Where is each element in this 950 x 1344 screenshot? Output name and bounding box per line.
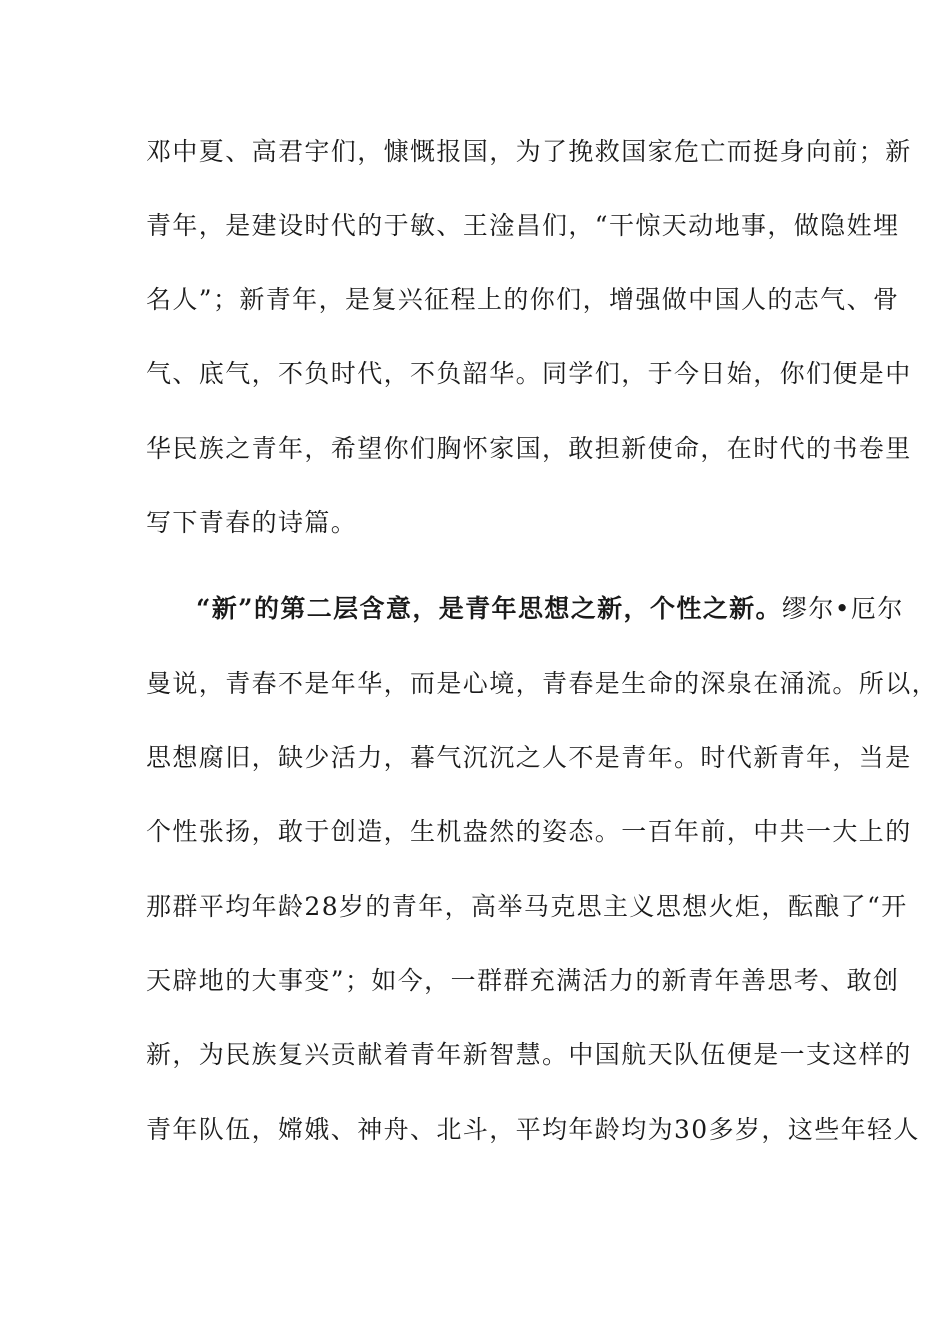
paragraph1-line-1: 邓中夏、高君宇们，慷慨报国，为了挽救国家危亡而挺身向前；新	[146, 137, 912, 166]
paragraph2-lead-sentence: “新”的第二层含意，是青年思想之新，个性之新。	[196, 594, 782, 623]
paragraph2-line-1	[196, 589, 904, 629]
paragraph2-line-7: 新，为民族复兴贡献着青年新智慧。中国航天队伍便是一支这样的	[146, 1040, 912, 1069]
paragraph1-line-4: 气、底气，不负时代，不负韶华。同学们，于今日始，你们便是中	[146, 359, 912, 388]
paragraph2-line-3: 思想腐旧，缺少活力，暮气沉沉之人不是青年。时代新青年，当是	[146, 743, 912, 772]
paragraph1-line-3: 名人”；新青年，是复兴征程上的你们，增强做中国人的志气、骨	[146, 285, 900, 314]
paragraph2-line-5: 那群平均年龄28岁的青年，高举马克思主义思想火炬，酝酿了“开	[146, 892, 908, 921]
paragraph2-line-2: 曼说，青春不是年华，而是心境，青春是生命的深泉在涌流。所以，	[146, 669, 939, 698]
paragraph1-line-5: 华民族之青年，希望你们胸怀家国，敢担新使命，在时代的书卷里	[146, 434, 912, 463]
paragraph1-line-2: 青年，是建设时代的于敏、王淦昌们，“干惊天动地事，做隐姓埋	[146, 211, 900, 240]
paragraph1-line-6: 写下青春的诗篇。	[146, 508, 358, 537]
paragraph2-line-4: 个性张扬，敢于创造，生机盎然的姿态。一百年前，中共一大上的	[146, 817, 912, 846]
paragraph2-line-1-rest: 缪尔•厄尔	[781, 594, 904, 623]
paragraph2-line-6: 天辟地的大事变”；如今，一群群充满活力的新青年善思考、敢创	[146, 966, 900, 995]
paragraph2-line-8: 青年队伍，嫦娥、神舟、北斗，平均年龄均为30多岁，这些年轻人	[146, 1115, 920, 1144]
